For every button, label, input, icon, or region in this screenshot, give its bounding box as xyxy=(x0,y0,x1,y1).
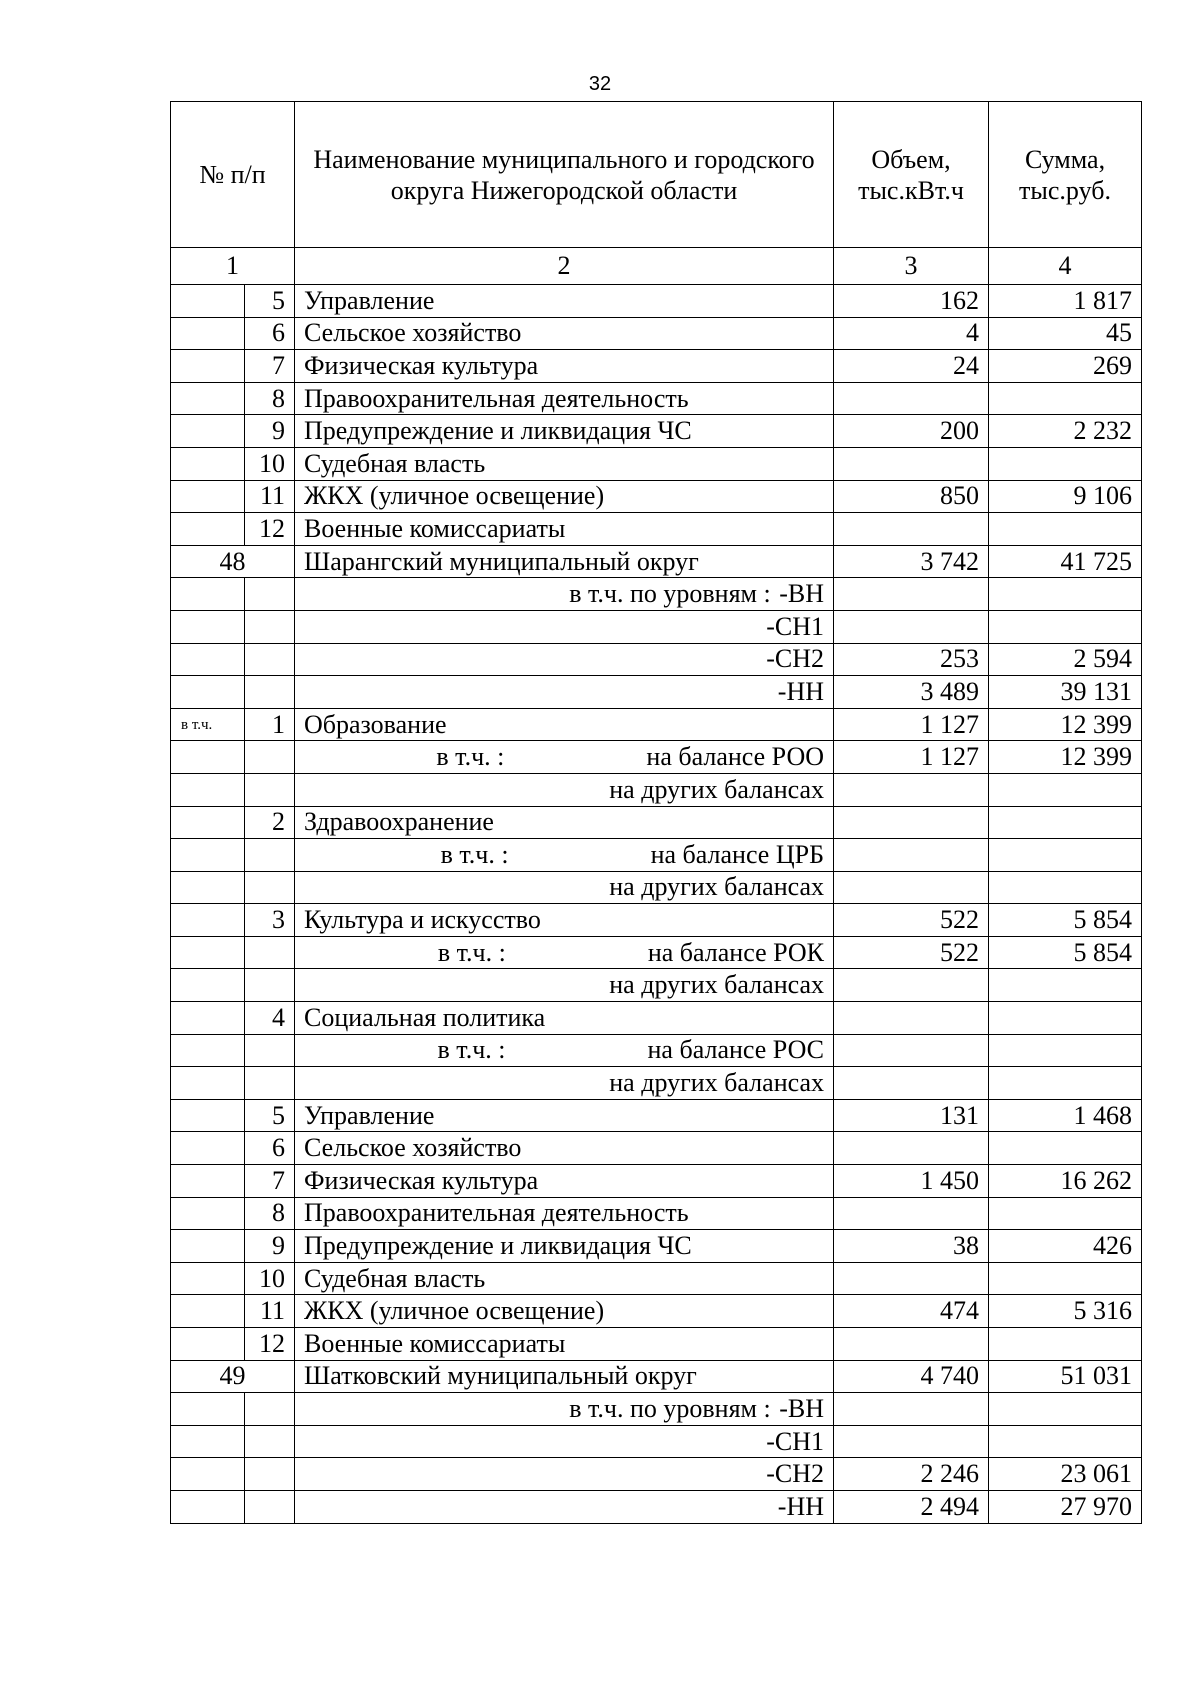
subrow-label xyxy=(295,1458,834,1491)
item-name: Культура и искусство xyxy=(295,904,834,937)
table-row xyxy=(171,1002,1142,1035)
item-number xyxy=(245,643,295,676)
sum-value: 1 468 xyxy=(989,1099,1142,1132)
volume-value: 3 489 xyxy=(834,676,989,709)
item-number: 12 xyxy=(245,1328,295,1361)
volume-value xyxy=(834,447,989,480)
subrow-category: -НН xyxy=(777,1491,825,1521)
subrow-category: на балансе РОК xyxy=(647,937,825,967)
sum-value: 41 725 xyxy=(989,545,1142,578)
row-prefix xyxy=(171,350,245,383)
volume-value: 24 xyxy=(834,350,989,383)
sum-value xyxy=(989,806,1142,839)
table-row xyxy=(171,1360,1142,1393)
volume-value xyxy=(834,1197,989,1230)
row-prefix xyxy=(171,741,245,774)
subrow-category: -ВН xyxy=(779,1393,825,1423)
subrow-category: на других балансах xyxy=(609,1068,825,1098)
sum-value xyxy=(989,1425,1142,1458)
item-number: 11 xyxy=(245,480,295,513)
table-row xyxy=(171,1165,1142,1198)
row-prefix xyxy=(171,969,245,1002)
item-number: 8 xyxy=(245,1197,295,1230)
sum-value: 5 854 xyxy=(989,904,1142,937)
item-number: 9 xyxy=(245,415,295,448)
volume-value xyxy=(834,1002,989,1035)
row-prefix xyxy=(171,806,245,839)
table-row xyxy=(171,447,1142,480)
sum-value: 12 399 xyxy=(989,708,1142,741)
item-number: 2 xyxy=(245,806,295,839)
item-number: 7 xyxy=(245,350,295,383)
row-prefix xyxy=(171,676,245,709)
table-row xyxy=(171,1425,1142,1458)
item-name: Судебная власть xyxy=(295,1262,834,1295)
row-prefix xyxy=(171,480,245,513)
table-row xyxy=(171,1197,1142,1230)
item-number xyxy=(245,1067,295,1100)
table-row xyxy=(171,350,1142,383)
row-prefix: в т.ч. xyxy=(171,708,245,741)
row-prefix xyxy=(171,1099,245,1132)
item-number xyxy=(245,936,295,969)
sum-value xyxy=(989,1067,1142,1100)
table-row xyxy=(171,513,1142,546)
sum-value xyxy=(989,1197,1142,1230)
table-row xyxy=(171,773,1142,806)
table-body xyxy=(171,285,1142,1524)
header-volume: Объем, тыс.кВт.ч xyxy=(834,102,989,248)
table-row xyxy=(171,871,1142,904)
subrow-label xyxy=(295,1425,834,1458)
item-number: 7 xyxy=(245,1165,295,1198)
subrow-label xyxy=(295,1067,834,1100)
table-row xyxy=(171,1458,1142,1491)
subrow-category: -СН1 xyxy=(766,611,825,641)
row-prefix xyxy=(171,904,245,937)
row-prefix xyxy=(171,839,245,872)
subrow-prefix: в т.ч. : xyxy=(436,742,505,772)
item-name: Образование xyxy=(295,708,834,741)
row-prefix xyxy=(171,1262,245,1295)
table-row xyxy=(171,708,1142,741)
header-name: Наименование муниципального и городского округа Нижегородской области xyxy=(295,102,834,248)
row-prefix xyxy=(171,1295,245,1328)
table-row xyxy=(171,1132,1142,1165)
table-row xyxy=(171,1034,1142,1067)
row-prefix xyxy=(171,1490,245,1523)
item-number xyxy=(245,741,295,774)
column-number: 3 xyxy=(834,248,989,285)
row-prefix xyxy=(171,285,245,318)
volume-value xyxy=(834,610,989,643)
table-row xyxy=(171,285,1142,318)
volume-value xyxy=(834,1328,989,1361)
sum-value xyxy=(989,1328,1142,1361)
subrow-category: на других балансах xyxy=(609,872,825,902)
volume-value: 253 xyxy=(834,643,989,676)
row-prefix xyxy=(171,1328,245,1361)
row-prefix xyxy=(171,1002,245,1035)
item-number: 4 xyxy=(245,1002,295,1035)
item-name: Сельское хозяйство xyxy=(295,1132,834,1165)
volume-value: 38 xyxy=(834,1230,989,1263)
volume-value xyxy=(834,839,989,872)
subrow-label xyxy=(295,1034,834,1067)
row-prefix xyxy=(171,610,245,643)
volume-value: 1 450 xyxy=(834,1165,989,1198)
sum-value xyxy=(989,1262,1142,1295)
volume-value xyxy=(834,382,989,415)
subrow-category: -СН2 xyxy=(766,644,825,674)
table-row xyxy=(171,1099,1142,1132)
subrow-label xyxy=(295,773,834,806)
table-header-row xyxy=(171,102,1142,248)
row-prefix xyxy=(171,415,245,448)
volume-value: 162 xyxy=(834,285,989,318)
table-row xyxy=(171,741,1142,774)
row-prefix xyxy=(171,1132,245,1165)
subrow-prefix: в т.ч. по уровням : xyxy=(569,579,771,609)
sum-value xyxy=(989,1132,1142,1165)
subrow-label xyxy=(295,676,834,709)
row-prefix xyxy=(171,1393,245,1426)
volume-value: 522 xyxy=(834,904,989,937)
row-prefix xyxy=(171,643,245,676)
item-name: Военные комиссариаты xyxy=(295,513,834,546)
table-row xyxy=(171,676,1142,709)
volume-value: 3 742 xyxy=(834,545,989,578)
item-number xyxy=(245,1034,295,1067)
item-name: Предупреждение и ликвидация ЧС xyxy=(295,1230,834,1263)
table-row xyxy=(171,1230,1142,1263)
subrow-label xyxy=(295,610,834,643)
sum-value xyxy=(989,1393,1142,1426)
row-prefix xyxy=(171,513,245,546)
item-name: Управление xyxy=(295,1099,834,1132)
volume-value xyxy=(834,969,989,1002)
district-name: Шарангский муниципальный округ xyxy=(295,545,834,578)
sum-value: 9 106 xyxy=(989,480,1142,513)
table-row xyxy=(171,936,1142,969)
subrow-label xyxy=(295,936,834,969)
subrow-category: -НН xyxy=(777,676,825,706)
consumption-table xyxy=(170,101,1142,1524)
item-number xyxy=(245,1490,295,1523)
volume-value xyxy=(834,1425,989,1458)
volume-value xyxy=(834,1393,989,1426)
item-name: Правоохранительная деятельность xyxy=(295,382,834,415)
subrow-category: на других балансах xyxy=(609,774,825,804)
volume-value xyxy=(834,1034,989,1067)
volume-value xyxy=(834,1132,989,1165)
sum-value: 16 262 xyxy=(989,1165,1142,1198)
table-row xyxy=(171,643,1142,676)
subrow-category: -ВН xyxy=(779,579,825,609)
item-number xyxy=(245,871,295,904)
item-number xyxy=(245,676,295,709)
row-prefix xyxy=(171,317,245,350)
table-row xyxy=(171,578,1142,611)
sum-value: 2 594 xyxy=(989,643,1142,676)
subrow-prefix: в т.ч. по уровням : xyxy=(569,1393,771,1423)
row-prefix xyxy=(171,1197,245,1230)
item-name: Здравоохранение xyxy=(295,806,834,839)
row-prefix xyxy=(171,871,245,904)
volume-value xyxy=(834,773,989,806)
volume-value: 850 xyxy=(834,480,989,513)
subrow-label xyxy=(295,741,834,774)
item-number: 9 xyxy=(245,1230,295,1263)
table-row xyxy=(171,415,1142,448)
subrow-category: -СН2 xyxy=(766,1459,825,1489)
sum-value: 27 970 xyxy=(989,1490,1142,1523)
district-number: 48 xyxy=(171,545,295,578)
item-number: 3 xyxy=(245,904,295,937)
volume-value xyxy=(834,1067,989,1100)
page-number: 32 xyxy=(588,73,612,95)
table-row xyxy=(171,1490,1142,1523)
subrow-category: на других балансах xyxy=(609,970,825,1000)
subrow-prefix: в т.ч. : xyxy=(437,937,506,967)
subrow-label xyxy=(295,1490,834,1523)
row-prefix xyxy=(171,936,245,969)
volume-value: 4 740 xyxy=(834,1360,989,1393)
row-prefix xyxy=(171,447,245,480)
table-row xyxy=(171,1262,1142,1295)
subrow-category: на балансе РОО xyxy=(646,742,825,772)
item-number: 5 xyxy=(245,285,295,318)
item-number: 6 xyxy=(245,317,295,350)
table-row xyxy=(171,806,1142,839)
subrow-label xyxy=(295,871,834,904)
subrow-prefix: в т.ч. : xyxy=(437,1035,506,1065)
subrow-prefix: в т.ч. : xyxy=(440,839,509,869)
volume-value xyxy=(834,871,989,904)
item-name: Физическая культура xyxy=(295,1165,834,1198)
sum-value: 2 232 xyxy=(989,415,1142,448)
volume-value: 2 246 xyxy=(834,1458,989,1491)
subrow-label xyxy=(295,1393,834,1426)
subrow-category: -СН1 xyxy=(766,1426,825,1456)
sum-value xyxy=(989,839,1142,872)
table-row xyxy=(171,839,1142,872)
table-row xyxy=(171,904,1142,937)
volume-value xyxy=(834,806,989,839)
table-row xyxy=(171,1295,1142,1328)
item-number: 1 xyxy=(245,708,295,741)
sum-value: 5 854 xyxy=(989,936,1142,969)
item-name: Военные комиссариаты xyxy=(295,1328,834,1361)
sum-value xyxy=(989,773,1142,806)
subrow-label xyxy=(295,839,834,872)
sum-value: 23 061 xyxy=(989,1458,1142,1491)
volume-value xyxy=(834,1262,989,1295)
item-number xyxy=(245,839,295,872)
sum-value xyxy=(989,382,1142,415)
district-name: Шатковский муниципальный округ xyxy=(295,1360,834,1393)
volume-value: 4 xyxy=(834,317,989,350)
table-row xyxy=(171,1328,1142,1361)
sum-value: 269 xyxy=(989,350,1142,383)
sum-value: 5 316 xyxy=(989,1295,1142,1328)
item-number: 6 xyxy=(245,1132,295,1165)
volume-value: 522 xyxy=(834,936,989,969)
row-prefix xyxy=(171,578,245,611)
item-number: 8 xyxy=(245,382,295,415)
volume-value: 474 xyxy=(834,1295,989,1328)
sum-value: 12 399 xyxy=(989,741,1142,774)
row-prefix xyxy=(171,773,245,806)
item-number: 5 xyxy=(245,1099,295,1132)
table-row xyxy=(171,382,1142,415)
sum-value xyxy=(989,871,1142,904)
sum-value: 1 817 xyxy=(989,285,1142,318)
table-row xyxy=(171,317,1142,350)
subrow-label xyxy=(295,643,834,676)
header-number: № п/п xyxy=(171,102,295,248)
volume-value xyxy=(834,513,989,546)
table-row xyxy=(171,1393,1142,1426)
item-number: 10 xyxy=(245,1262,295,1295)
sum-value xyxy=(989,578,1142,611)
table-row xyxy=(171,1067,1142,1100)
item-number xyxy=(245,1425,295,1458)
sum-value xyxy=(989,447,1142,480)
district-number: 49 xyxy=(171,1360,295,1393)
subrow-label xyxy=(295,969,834,1002)
column-numbers-row xyxy=(171,248,1142,285)
subrow-label xyxy=(295,578,834,611)
volume-value: 1 127 xyxy=(834,708,989,741)
item-name: ЖКХ (уличное освещение) xyxy=(295,1295,834,1328)
volume-value: 131 xyxy=(834,1099,989,1132)
table-row xyxy=(171,545,1142,578)
volume-value xyxy=(834,578,989,611)
item-number xyxy=(245,1458,295,1491)
sum-value: 39 131 xyxy=(989,676,1142,709)
row-prefix xyxy=(171,1067,245,1100)
item-name: Правоохранительная деятельность xyxy=(295,1197,834,1230)
item-number xyxy=(245,578,295,611)
item-number: 11 xyxy=(245,1295,295,1328)
row-prefix xyxy=(171,1165,245,1198)
column-number: 1 xyxy=(171,248,295,285)
subrow-category: на балансе ЦРБ xyxy=(650,839,825,869)
sum-value xyxy=(989,1002,1142,1035)
item-number xyxy=(245,969,295,1002)
sum-value xyxy=(989,610,1142,643)
volume-value: 1 127 xyxy=(834,741,989,774)
sum-value xyxy=(989,969,1142,1002)
subrow-category: на балансе РОС xyxy=(647,1035,825,1065)
sum-value xyxy=(989,513,1142,546)
table-row xyxy=(171,480,1142,513)
row-prefix xyxy=(171,1425,245,1458)
item-name: Предупреждение и ликвидация ЧС xyxy=(295,415,834,448)
row-prefix xyxy=(171,382,245,415)
sum-value xyxy=(989,1034,1142,1067)
item-number xyxy=(245,610,295,643)
sum-value: 51 031 xyxy=(989,1360,1142,1393)
row-prefix xyxy=(171,1034,245,1067)
row-prefix xyxy=(171,1230,245,1263)
sum-value: 426 xyxy=(989,1230,1142,1263)
item-name: Управление xyxy=(295,285,834,318)
sum-value: 45 xyxy=(989,317,1142,350)
row-prefix xyxy=(171,1458,245,1491)
item-number: 10 xyxy=(245,447,295,480)
item-number: 12 xyxy=(245,513,295,546)
volume-value: 200 xyxy=(834,415,989,448)
item-number xyxy=(245,773,295,806)
header-sum: Сумма, тыс.руб. xyxy=(989,102,1142,248)
item-name: Судебная власть xyxy=(295,447,834,480)
table-row xyxy=(171,610,1142,643)
column-number: 4 xyxy=(989,248,1142,285)
table-row xyxy=(171,969,1142,1002)
item-name: Социальная политика xyxy=(295,1002,834,1035)
item-name: Физическая культура xyxy=(295,350,834,383)
item-name: ЖКХ (уличное освещение) xyxy=(295,480,834,513)
volume-value: 2 494 xyxy=(834,1490,989,1523)
column-number: 2 xyxy=(295,248,834,285)
item-name: Сельское хозяйство xyxy=(295,317,834,350)
item-number xyxy=(245,1393,295,1426)
